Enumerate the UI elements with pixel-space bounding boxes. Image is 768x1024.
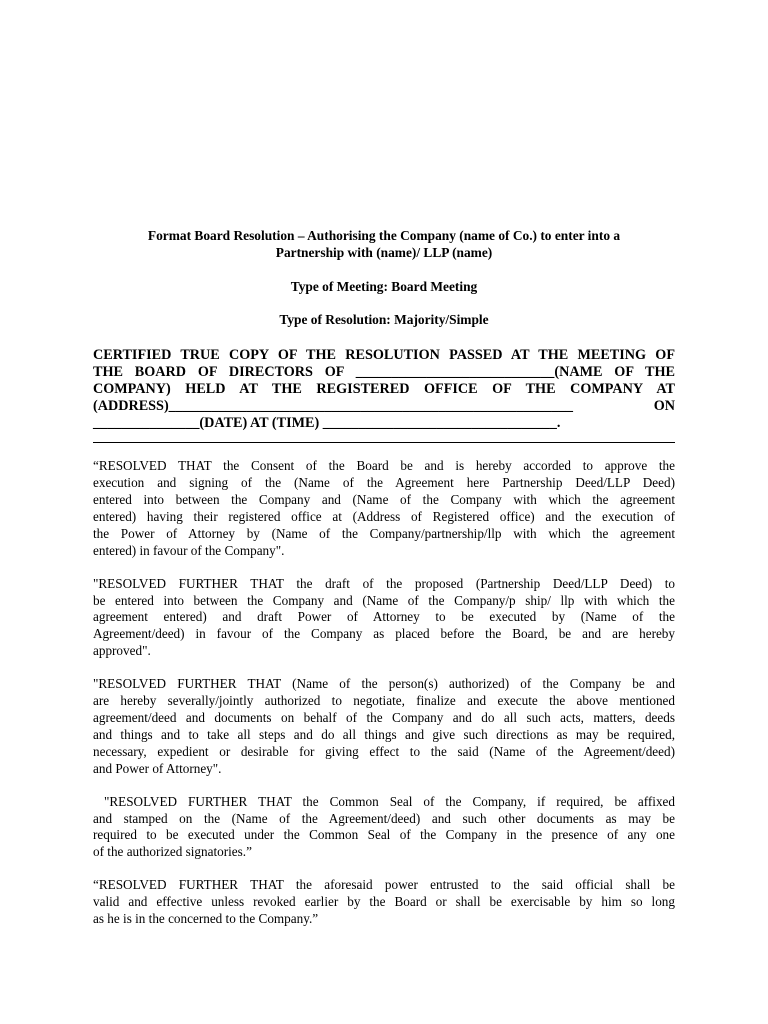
resolution-paragraph <box>93 676 675 777</box>
resolution-type: Type of Resolution: Majority/Simple <box>279 312 489 328</box>
certified-copy-heading <box>93 347 675 432</box>
title-line-1: Format Board Resolution – Authorising the Company (name of Co.) to enter into a <box>147 228 621 243</box>
meeting-type: Type of Meeting: Board Meeting <box>290 278 478 294</box>
paragraph-line: "RESOLVED FURTHER THAT (Name of the person(s) authorized) of the Company be and <box>93 676 675 692</box>
paragraph-line: Agreement/deed) in favour of the Company as placed before the Board, be and are hereby <box>93 626 675 642</box>
certified-line: THE BOARD OF DIRECTORS OF ____________________________(NAME OF THE <box>93 364 675 381</box>
paragraph-line: entered into between the Company and (Name of the Company with which the agreement <box>93 492 675 507</box>
paragraph-line: agreement/deed and documents on behalf of the Company and do all such acts, matters, deeds <box>93 709 675 725</box>
paragraph-line: execution and signing of the (Name of the Agreement here Partnership Deed/LLP Deed) <box>93 475 675 491</box>
paragraph-line: be entered into between the Company and (Name of the Company/p ship/ llp with which the <box>93 592 675 608</box>
certified-line: CERTIFIED TRUE COPY OF THE RESOLUTION PASSED AT THE MEETING OF <box>93 347 675 364</box>
horizontal-rule <box>93 442 675 443</box>
resolution-paragraph <box>93 576 675 661</box>
certified-line: COMPANY) HELD AT THE REGISTERED OFFICE OF THE COMPANY AT <box>93 381 675 398</box>
paragraph-line: required to be executed under the Common Seal of the Company in the presence of any one <box>93 827 675 843</box>
paragraph-line: necessary, expedient or desirable for giving effect to the said (Name of the Agreement/deed) <box>93 743 675 759</box>
paragraph-line: "RESOLVED FURTHER THAT the Common Seal of the Company, if required, be affixed <box>93 793 675 809</box>
resolution-paragraph <box>93 794 675 862</box>
paragraph-line: approved". <box>93 643 151 659</box>
paragraph-line: entered) in favour of the Company". <box>93 542 285 558</box>
certified-line: (ADDRESS)_________________________________________________________ ON <box>93 398 675 415</box>
paragraph-line: of the authorized signatories.” <box>93 844 252 860</box>
paragraph-line: the Power of Attorney by (Name of the Company/partnership/llp with which the agreement <box>93 525 675 541</box>
resolution-paragraph <box>93 877 675 928</box>
paragraph-line: valid and effective unless revoked earlier by the Board or shall be exercisable by him so long <box>93 894 675 910</box>
paragraph-line: entered) having their registered office at (Address of Registered office) and the execution of <box>93 508 675 524</box>
document-page <box>93 228 675 928</box>
resolution-paragraph <box>93 458 675 559</box>
paragraph-line: as he is in the concerned to the Company.” <box>93 911 319 927</box>
certified-line: _______________(DATE) AT (TIME) _________________________________. <box>93 415 561 432</box>
paragraph-line: and Power of Attorney". <box>93 760 222 776</box>
paragraph-line: “RESOLVED THAT the Consent of the Board be and is hereby accorded to approve the <box>93 458 675 474</box>
paragraph-line: and things and to take all steps and do all things and give such directions as may be required, <box>93 726 675 742</box>
paragraph-line: agreement entered) and draft Power of Attorney to be executed by (Name of the <box>93 609 675 625</box>
paragraph-line: are hereby severally/jointly authorized to negotiate, finalize and execute the above mentioned <box>93 693 675 709</box>
paragraph-line: and stamped on the (Name of the Agreement/deed) and such other documents as may be <box>93 810 675 826</box>
paragraph-line: "RESOLVED FURTHER THAT the draft of the proposed (Partnership Deed/LLP Deed) to <box>93 575 675 591</box>
title-line-2: Partnership with (name)/ LLP (name) <box>275 244 493 260</box>
document-title <box>93 228 675 262</box>
paragraph-line: “RESOLVED FURTHER THAT the aforesaid power entrusted to the said official shall be <box>93 877 675 893</box>
